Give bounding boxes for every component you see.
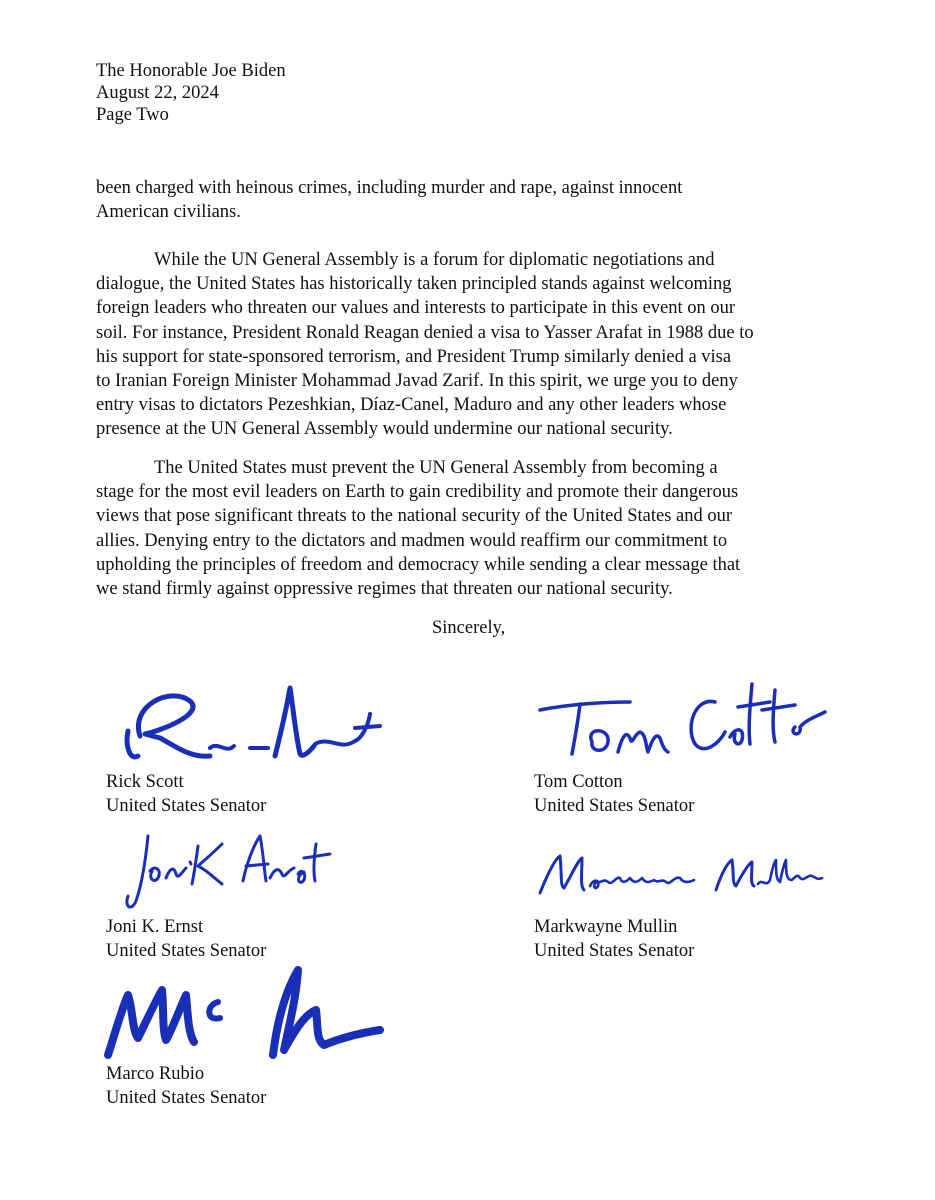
paragraph-line: American civilians. <box>96 202 241 223</box>
paragraph-line: The United States must prevent the UN General Assembly from becoming a <box>154 458 718 478</box>
signatory-title: United States Senator <box>106 941 267 961</box>
signatory-title: United States Senator <box>534 941 695 961</box>
signature-joni-ernst <box>118 826 338 916</box>
body-paragraph-1 <box>96 248 856 442</box>
page-number-line: Page Two <box>96 105 169 125</box>
paragraph-line: views that pose significant threats to the national security of the United States and our <box>96 506 733 527</box>
paragraph-line: his support for state-sponsored terrorism, and President Trump similarly denied a visa <box>96 346 732 367</box>
signatory-name: Rick Scott <box>106 772 184 792</box>
signatory-markwayne-mullin <box>534 915 694 963</box>
paragraph-line: dialogue, the United States has historically taken principled stands against welcoming <box>96 274 732 295</box>
closing-salutation: Sincerely, <box>432 618 506 638</box>
signatory-joni-ernst <box>106 915 266 963</box>
signature-marco-rubio <box>98 960 388 1070</box>
paragraph-line: upholding the principles of freedom and democracy while sending a clear message that <box>96 554 741 575</box>
body-paragraph-2 <box>96 456 856 601</box>
signatory-title: United States Senator <box>534 796 695 816</box>
paragraph-line: we stand firmly against oppressive regimes that threaten our national security. <box>96 579 673 600</box>
date-line: August 22, 2024 <box>96 83 219 103</box>
paragraph-line: stage for the most evil leaders on Earth to gain credibility and promote their dangerous <box>96 482 739 503</box>
signatory-name: Joni K. Ernst <box>106 917 204 937</box>
paragraph-line: entry visas to dictators Pezeshkian, Díaz-Canel, Maduro and any other leaders whose <box>96 395 727 416</box>
continuation-paragraph <box>96 176 856 224</box>
paragraph-line: foreign leaders who threaten our values and interests to participate in this event on our <box>96 298 736 319</box>
paragraph-line: allies. Denying entry to the dictators and madmen would reaffirm our commitment to <box>96 530 728 551</box>
paragraph-line: been charged with heinous crimes, including murder and rape, against innocent <box>96 178 683 198</box>
signatory-title: United States Senator <box>106 796 267 816</box>
signatory-name: Tom Cotton <box>534 772 623 792</box>
recipient-line: The Honorable Joe Biden <box>96 61 286 81</box>
paragraph-line: While the UN General Assembly is a forum for diplomatic negotiations and <box>154 250 715 270</box>
signatory-title: United States Senator <box>106 1088 267 1108</box>
signatory-tom-cotton <box>534 770 694 818</box>
letter-header <box>96 60 286 126</box>
paragraph-line: to Iranian Foreign Minister Mohammad Javad Zarif. In this spirit, we urge you to deny <box>96 371 738 392</box>
signature-rick-scott <box>100 676 390 776</box>
signatory-rick-scott <box>106 770 266 818</box>
signatory-name: Markwayne Mullin <box>534 917 678 937</box>
signature-tom-cotton <box>530 672 830 762</box>
signature-markwayne-mullin <box>534 848 834 908</box>
signatory-name: Marco Rubio <box>106 1064 205 1084</box>
signatory-marco-rubio <box>106 1062 266 1110</box>
paragraph-line: soil. For instance, President Ronald Reagan denied a visa to Yasser Arafat in 1988 due to <box>96 322 754 343</box>
paragraph-line: presence at the UN General Assembly would undermine our national security. <box>96 419 673 440</box>
